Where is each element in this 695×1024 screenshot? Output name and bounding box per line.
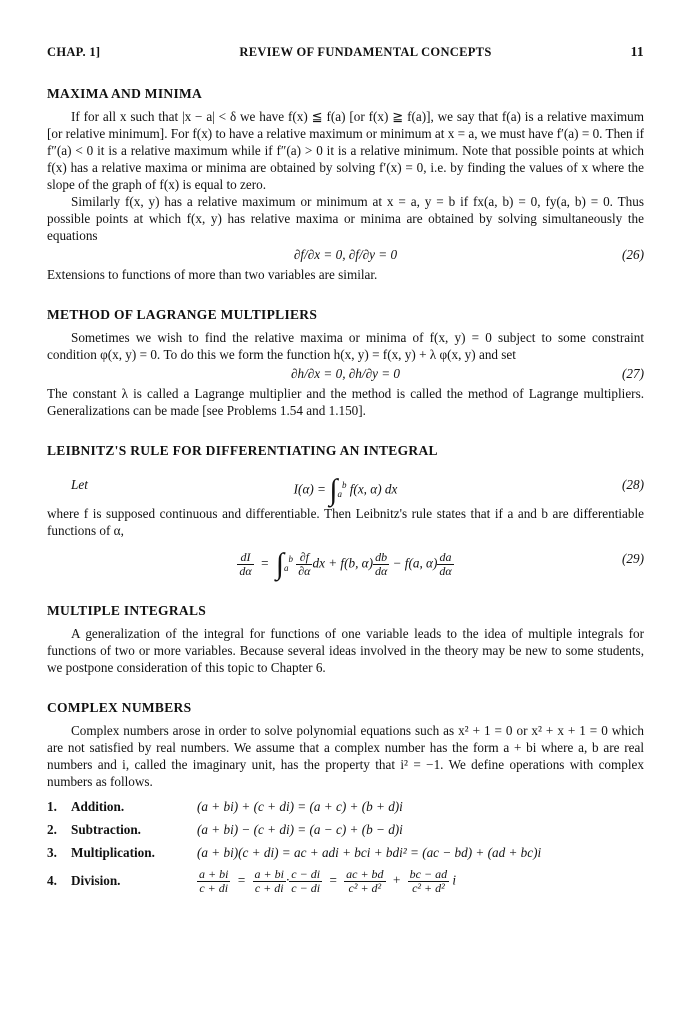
item-label: Subtraction. bbox=[71, 821, 141, 837]
section-heading: METHOD OF LAGRANGE MULTIPLIERS bbox=[47, 307, 318, 322]
equation-number: (28) bbox=[622, 477, 644, 492]
paragraph: If for all x such that |x − a| < δ we have f(x) ≦ f(a) [or f(x) ≧ f(a)], we say that f(a) is a relative maximum [or relative minimum]. For f(x) to have a relative maximum or minimum at x = a, we must have f′(a) = 0. Then if f″(a) < 0 it is a relative maximum while if f″(a) > 0 it is a relative minimum. Note that possible points at which f(x) has a relative maxima or minima are obtained by solving f′(x) = 0, i.e. by finding the values of x where the slope of the graph of f(x) is equal to zero. bbox=[47, 109, 644, 192]
section-maxima-minima bbox=[47, 86, 644, 283]
running-title: REVIEW OF FUNDAMENTAL CONCEPTS bbox=[239, 45, 492, 59]
section-heading: MAXIMA AND MINIMA bbox=[47, 86, 203, 101]
equation-number: (27) bbox=[622, 366, 644, 381]
item-number: 3. bbox=[47, 844, 57, 860]
equation-rhs: f(x, α) dx bbox=[349, 481, 398, 497]
list-item bbox=[47, 864, 644, 898]
equation-body: $I(\alpha) = \int_a^b$ f(x, α) dx bbox=[293, 473, 398, 507]
equation-lhs: I(α) = bbox=[293, 481, 326, 497]
section-leibnitz bbox=[47, 443, 644, 579]
item-number: 4. bbox=[47, 873, 57, 888]
equation-29 bbox=[47, 539, 644, 579]
paragraph: The constant λ is called a Lagrange multiplier and the method is called the method of Lagrange multipliers. Generalizations can be made [see Problems 1.54 and 1.150]. bbox=[47, 386, 644, 418]
integral-sign: ∫ bbox=[329, 473, 338, 507]
item-expression: (a + bi) − (c + di) = (a − c) + (b − d)i bbox=[197, 821, 403, 837]
item-label: Addition. bbox=[71, 798, 125, 814]
chapter-label: CHAP. 1] bbox=[47, 45, 101, 59]
section-lagrange bbox=[47, 307, 644, 419]
section-heading: MULTIPLE INTEGRALS bbox=[47, 603, 207, 618]
paragraph: where f is supposed continuous and differentiable. Then Leibnitz's rule states that if a and b are differentiable functions of α, bbox=[47, 506, 644, 538]
section-heading: COMPLEX NUMBERS bbox=[47, 700, 192, 715]
page bbox=[47, 44, 644, 898]
paragraph: A generalization of the integral for functions of one variable leads to the idea of multiple integrals for functions of two or more variables. Because several ideas involved in the theory may be new to some students, we postpone consideration of this topic to Chapter 6. bbox=[47, 626, 644, 675]
section-multiple-integrals bbox=[47, 603, 644, 676]
operations-list bbox=[47, 795, 644, 898]
item-label: Multiplication. bbox=[71, 844, 155, 860]
equation-27 bbox=[47, 363, 644, 385]
equation-body: ∂h/∂x = 0, ∂h/∂y = 0 bbox=[290, 366, 401, 381]
equation-26 bbox=[47, 244, 644, 266]
item-expression: (a + bi) + (c + di) = (a + c) + (b + d)i bbox=[197, 798, 403, 814]
section-complex-numbers bbox=[47, 700, 644, 898]
equation-body: ∂f/∂x = 0, ∂f/∂y = 0 bbox=[293, 247, 398, 262]
paragraph: Sometimes we wish to find the relative maxima or minima of f(x, y) = 0 subject to some constraint condition φ(x, y) = 0. To do this we form the function h(x, y) = f(x, y) + λ φ(x, y) and set bbox=[47, 330, 644, 362]
page-number: 11 bbox=[630, 44, 644, 59]
item-number: 1. bbox=[47, 798, 57, 814]
list-item bbox=[47, 818, 644, 841]
list-item bbox=[47, 841, 644, 864]
item-expression: (a + bi)(c + di) = ac + adi + bci + bdi² = (ac − bd) + (ad + bc)i bbox=[197, 844, 542, 860]
paragraph: Extensions to functions of more than two variables are similar. bbox=[47, 267, 378, 282]
item-label: Division. bbox=[71, 873, 121, 888]
running-header bbox=[47, 44, 644, 60]
item-expression: $\frac{a + bi}{c + di}$ = $\frac{a + bi}{c + di}$ · $\frac{c - di}{c - di}$ = $\frac{ac + bd}{\text{c² + d²}}$ + $\frac{bc - ad}{\text{c² + d²}}$ i bbox=[199, 866, 457, 895]
equation-28 bbox=[47, 465, 644, 505]
equation-number: (26) bbox=[622, 247, 644, 262]
section-heading: LEIBNITZ'S RULE FOR DIFFERENTIATING AN INTEGRAL bbox=[47, 443, 438, 458]
item-number: 2. bbox=[47, 821, 57, 837]
let-word: Let bbox=[71, 477, 88, 492]
equation-number: (29) bbox=[622, 551, 644, 566]
integral-sign: ∫ bbox=[275, 547, 284, 581]
paragraph: Similarly f(x, y) has a relative maximum or minimum at x = a, y = b if fx(a, b) = 0, fy(a, b) = 0. Thus possible points at which f(x, y) has relative maxima or minima are obtained by solving simultaneously the equations bbox=[47, 194, 644, 243]
equation-body: $\frac{dI}{d\alpha}$ = $\int_a^b$ $\frac{\partial f}{\partial\alpha}$ dx + f(b, α) $\frac{db}{d\alpha}$ − f(a, α) $\frac{da}{d\alpha}$ bbox=[239, 547, 452, 581]
paragraph: Complex numbers arose in order to solve polynomial equations such as x² + 1 = 0 or x² + x + 1 = 0 which are not satisfied by real numbers. We assume that a complex number has the form a + bi where a, b are real numbers and i, called the imaginary unit, has the property that i² = −1. We define operations with complex numbers as follows. bbox=[47, 723, 644, 789]
list-item bbox=[47, 795, 644, 818]
